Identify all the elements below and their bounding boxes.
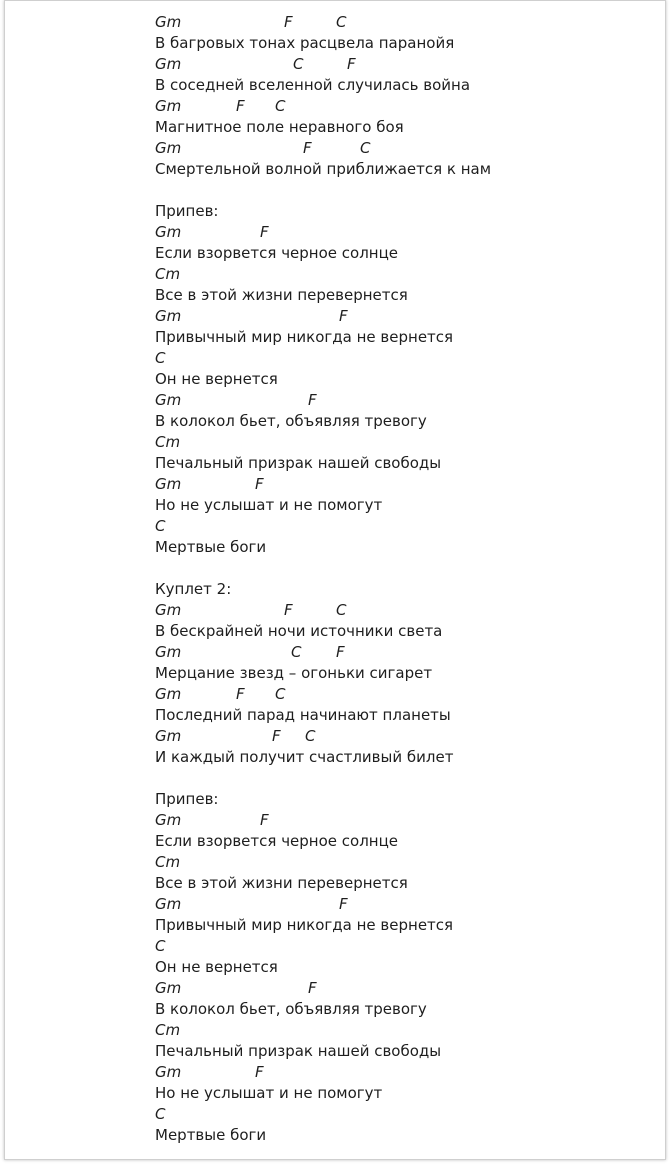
lyric-line: Он не вернется	[155, 958, 278, 976]
chord: C	[305, 727, 316, 745]
chord: F	[303, 139, 312, 157]
lyric-line: Мерцание звезд – огоньки сигарет	[155, 664, 433, 682]
lyric-line: В колокол бьет, объявляя тревогу	[155, 412, 427, 430]
lyric-line: Печальный призрак нашей свободы	[155, 1042, 442, 1060]
lyric-line: Он не вернется	[155, 370, 278, 388]
chord: F	[236, 97, 245, 115]
chord-line	[155, 54, 655, 75]
chord: Gm	[155, 13, 182, 31]
lyric-line: Последний парад начинают планеты	[155, 706, 451, 724]
chord: F	[339, 895, 348, 913]
lyric-line: В соседней вселенной случилась война	[155, 76, 471, 94]
lyric-line: Все в этой жизни перевернется	[155, 874, 408, 892]
chord-line	[155, 894, 655, 915]
chord-line	[155, 1104, 655, 1125]
section-heading: Куплет 2:	[155, 580, 232, 598]
chord-line	[155, 96, 655, 117]
chord-line	[155, 936, 655, 957]
chord: F	[236, 685, 245, 703]
chord-line	[155, 852, 655, 873]
chord: C	[360, 139, 371, 157]
chord-line	[155, 684, 655, 705]
chord: F	[284, 601, 293, 619]
chord-line	[155, 642, 655, 663]
chord: Gm	[155, 979, 182, 997]
lyric-line: Но не услышат и не помогут	[155, 496, 383, 514]
chord-line	[155, 138, 655, 159]
chord: F	[255, 475, 264, 493]
chord: F	[284, 13, 293, 31]
chord: F	[336, 643, 345, 661]
chord: Gm	[155, 1063, 182, 1081]
lyric-line: Смертельной волной приближается к нам	[155, 160, 492, 178]
chord-line	[155, 264, 655, 285]
chord: C	[291, 643, 302, 661]
chord: Gm	[155, 223, 182, 241]
chord: C	[293, 55, 304, 73]
section-heading: Припев:	[155, 790, 219, 808]
chord-line	[155, 390, 655, 411]
lyric-line: Если взорвется черное солнце	[155, 832, 399, 850]
chord-line	[155, 726, 655, 747]
chord: Cm	[155, 265, 181, 283]
chord: Gm	[155, 55, 182, 73]
chord: C	[155, 349, 166, 367]
chord-line	[155, 978, 655, 999]
chord-line	[155, 474, 655, 495]
chord: Gm	[155, 895, 182, 913]
chord: Gm	[155, 811, 182, 829]
chord: Cm	[155, 1021, 181, 1039]
lyric-line: Печальный призрак нашей свободы	[155, 454, 442, 472]
chord: Gm	[155, 391, 182, 409]
chord: F	[308, 979, 317, 997]
lyric-line: В багровых тонах расцвела паранойя	[155, 34, 455, 52]
chord-line	[155, 12, 655, 33]
lyric-line: И каждый получит счастливый билет	[155, 748, 454, 766]
chord-line	[155, 810, 655, 831]
chord: Gm	[155, 139, 182, 157]
chord: F	[260, 223, 269, 241]
chord: Gm	[155, 727, 182, 745]
chord: Gm	[155, 475, 182, 493]
spacer	[155, 768, 655, 789]
chord: F	[347, 55, 356, 73]
lyric-line: Все в этой жизни перевернется	[155, 286, 408, 304]
chord-line	[155, 516, 655, 537]
chord: C	[155, 1105, 166, 1123]
lyric-line: В колокол бьет, объявляя тревогу	[155, 1000, 427, 1018]
chord-line	[155, 432, 655, 453]
chord: F	[272, 727, 281, 745]
chord: Gm	[155, 685, 182, 703]
chord: Cm	[155, 433, 181, 451]
lyric-line: В бескрайней ночи источники света	[155, 622, 443, 640]
chord: F	[260, 811, 269, 829]
chord: F	[308, 391, 317, 409]
chord: C	[336, 601, 347, 619]
chord: Cm	[155, 853, 181, 871]
chord: Gm	[155, 97, 182, 115]
lyric-line: Если взорвется черное солнце	[155, 244, 399, 262]
chord: F	[339, 307, 348, 325]
chord: Gm	[155, 643, 182, 661]
chord: C	[155, 937, 166, 955]
lyric-line: Но не услышат и не помогут	[155, 1084, 383, 1102]
lyric-line: Магнитное поле неравного боя	[155, 118, 404, 136]
lyric-line: Мертвые боги	[155, 538, 267, 556]
section-heading: Припев:	[155, 202, 219, 220]
spacer	[155, 180, 655, 201]
chord-line	[155, 222, 655, 243]
chord: Gm	[155, 601, 182, 619]
chord: C	[336, 13, 347, 31]
lyric-line: Привычный мир никогда не вернется	[155, 328, 454, 346]
chord: Gm	[155, 307, 182, 325]
lyric-line: Мертвые боги	[155, 1126, 267, 1144]
chord-line	[155, 306, 655, 327]
chord-line	[155, 1062, 655, 1083]
chord: F	[255, 1063, 264, 1081]
chord: C	[275, 97, 286, 115]
chord: C	[275, 685, 286, 703]
lyrics-sheet	[155, 12, 655, 1146]
chord: C	[155, 517, 166, 535]
chord-line	[155, 1020, 655, 1041]
lyric-line: Привычный мир никогда не вернется	[155, 916, 454, 934]
chord-line	[155, 348, 655, 369]
chord-line	[155, 600, 655, 621]
spacer	[155, 558, 655, 579]
